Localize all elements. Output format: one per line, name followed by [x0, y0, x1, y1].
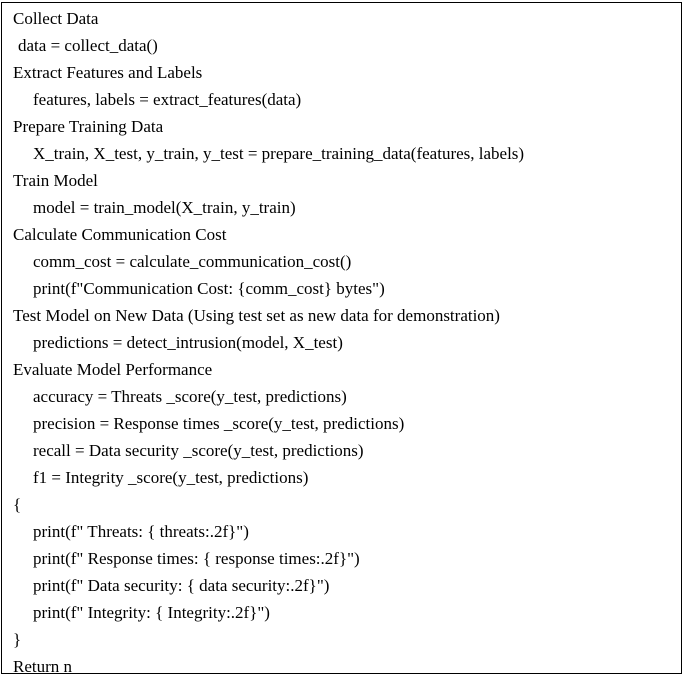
code-line: comm_cost = calculate_communication_cost() — [33, 252, 352, 271]
step-heading: Prepare Training Data — [13, 117, 164, 136]
step-heading: Extract Features and Labels — [13, 63, 203, 82]
code-line: print(f" Threats: { threats:.2f}") — [33, 522, 249, 541]
step-heading: { — [13, 495, 22, 514]
code-line: accuracy = Threats _score(y_test, predictions) — [33, 387, 347, 406]
code-line: recall = Data security _score(y_test, predictions) — [33, 441, 364, 460]
code-line: print(f" Integrity: { Integrity:.2f}") — [33, 603, 270, 622]
code-line: print(f"Communication Cost: {comm_cost} bytes") — [33, 279, 385, 298]
step-heading: Test Model on New Data (Using test set as new data for demonstration) — [13, 306, 500, 325]
step-heading: Return n — [13, 657, 73, 676]
pseudocode-lines — [13, 5, 524, 680]
code-line: features, labels = extract_features(data) — [33, 90, 302, 109]
step-heading: } — [13, 630, 22, 649]
code-line: X_train, X_test, y_train, y_test = prepare_training_data(features, labels) — [33, 144, 525, 163]
code-line: precision = Response times _score(y_test, predictions) — [33, 414, 405, 433]
step-heading: Train Model — [13, 171, 98, 190]
code-line: model = train_model(X_train, y_train) — [33, 198, 296, 217]
code-line: predictions = detect_intrusion(model, X_test) — [33, 333, 343, 352]
code-line: data = collect_data() — [18, 36, 158, 55]
pseudocode-box — [1, 2, 682, 674]
code-line: print(f" Data security: { data security:.2f}") — [33, 576, 330, 595]
step-heading: Collect Data — [13, 9, 99, 28]
step-heading: Calculate Communication Cost — [13, 225, 227, 244]
code-line: print(f" Response times: { response times:.2f}") — [33, 549, 360, 568]
code-line: f1 = Integrity _score(y_test, predictions) — [33, 468, 309, 487]
step-heading: Evaluate Model Performance — [13, 360, 213, 379]
